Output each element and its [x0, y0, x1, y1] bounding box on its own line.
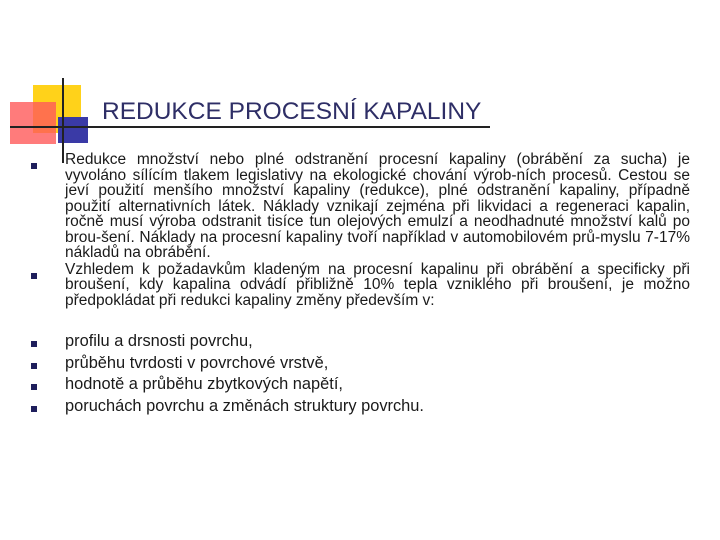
list-item — [30, 374, 690, 396]
list-item-text: průběhu tvrdosti v povrchové vrstvě, — [65, 353, 329, 372]
square-bullet-icon — [31, 406, 37, 412]
list-item-text: profilu a drsnosti povrchu, — [65, 332, 253, 350]
square-bullet-icon — [31, 384, 37, 390]
list-item-text: poruchách povrchu a změnách struktury povrchu. — [65, 396, 424, 415]
decor-red-square — [10, 102, 56, 144]
list-item — [30, 353, 690, 375]
list-item — [30, 396, 690, 418]
slide-title: REDUKCE PROCESNÍ KAPALINY — [102, 98, 482, 125]
square-bullet-icon — [31, 273, 37, 279]
paragraph-item — [30, 262, 690, 309]
paragraph-item — [30, 152, 690, 261]
square-bullet-icon — [31, 341, 37, 347]
spacer — [30, 309, 690, 331]
list-item-text: hodnotě a průběhu zbytkových napětí, — [65, 375, 343, 393]
paragraph-text: Redukce množství nebo plné odstranění procesní kapaliny (obrábění za sucha) je vyvoláno sílícím tlakem legislativy na ekologické chování výrob-ních procesů. Cestou se jeví použití menšího množství kapaliny (redukce), plné odstranění kapaliny, případně použití alternativních látek. Náklady vznikají zejména při likvidaci a regeneraci kapalin, ročně musí výroba odstranit tisíce tun olejových emulzí a neodhadnuté množství kalů po brou-šení. Náklady na procesní kapaliny tvoří například v automobilovém prů-myslu 7-17% nákladů na obrábění. — [65, 151, 690, 261]
square-bullet-icon — [31, 163, 37, 169]
bullet-list — [30, 152, 690, 417]
list-item — [30, 331, 690, 353]
square-bullet-icon — [31, 363, 37, 369]
decor-vertical-line — [62, 78, 64, 163]
decor-horizontal-line — [10, 126, 490, 128]
paragraph-text: Vzhledem k požadavkům kladeným na procesní kapalinu při obrábění a specificky při broušení, kdy kapalina odvádí přibližně 10% tepla vzniklého při broušení, je možno předpokládat při redukci kapaliny změny především v: — [65, 260, 690, 309]
